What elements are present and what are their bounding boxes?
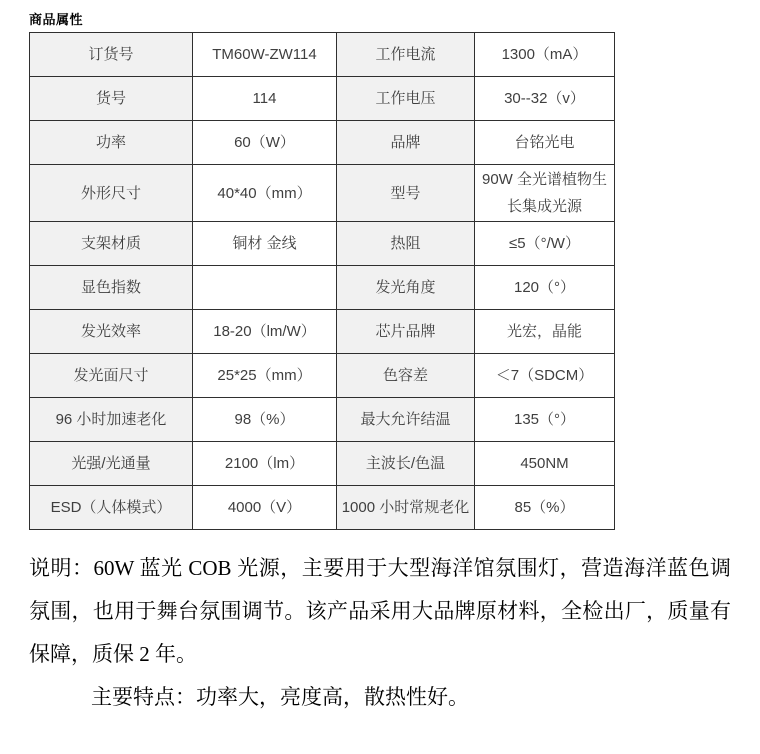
spec-label-cell: 品牌 bbox=[337, 121, 475, 165]
spec-label-cell: ESD（人体模式） bbox=[30, 486, 193, 530]
spec-table bbox=[29, 32, 615, 530]
section-title: 商品属性 bbox=[29, 12, 84, 27]
spec-label-cell: 功率 bbox=[30, 121, 193, 165]
spec-label-cell: 热阻 bbox=[337, 222, 475, 266]
spec-label-cell: 主波长/色温 bbox=[337, 442, 475, 486]
spec-value-cell: 台铭光电 bbox=[475, 121, 615, 165]
spec-label-cell: 96 小时加速老化 bbox=[30, 398, 193, 442]
spec-value-cell: 40*40（mm） bbox=[193, 165, 337, 222]
spec-value-cell: 60（W） bbox=[193, 121, 337, 165]
spec-value-cell: 98（%） bbox=[193, 398, 337, 442]
spec-value-cell: TM60W-ZW114 bbox=[193, 33, 337, 77]
spec-table-row bbox=[30, 442, 615, 486]
spec-value-cell: ＜7（SDCM） bbox=[475, 354, 615, 398]
spec-label-cell: 发光效率 bbox=[30, 310, 193, 354]
spec-value-cell: 4000（V） bbox=[193, 486, 337, 530]
spec-table-row bbox=[30, 77, 615, 121]
spec-label-cell: 最大允许结温 bbox=[337, 398, 475, 442]
spec-label-cell: 外形尺寸 bbox=[30, 165, 193, 222]
spec-value-cell: ≤5（°/W） bbox=[475, 222, 615, 266]
spec-value-cell: 2100（lm） bbox=[193, 442, 337, 486]
spec-label-cell: 工作电流 bbox=[337, 33, 475, 77]
spec-table-row bbox=[30, 486, 615, 530]
spec-value-cell: 90W 全光谱植物生长集成光源 bbox=[475, 165, 615, 222]
spec-value-cell: 18-20（lm/W） bbox=[193, 310, 337, 354]
spec-label-cell: 型号 bbox=[337, 165, 475, 222]
spec-label-cell: 订货号 bbox=[30, 33, 193, 77]
spec-value-cell: 114 bbox=[193, 77, 337, 121]
spec-value-cell: 铜材 金线 bbox=[193, 222, 337, 266]
spec-label-cell: 发光面尺寸 bbox=[30, 354, 193, 398]
spec-value-cell: 1300（mA） bbox=[475, 33, 615, 77]
spec-value-cell: 25*25（mm） bbox=[193, 354, 337, 398]
product-features: 主要特点：功率大，亮度高，散热性好。 bbox=[91, 685, 469, 709]
spec-label-cell: 显色指数 bbox=[30, 266, 193, 310]
spec-table-row bbox=[30, 310, 615, 354]
spec-table-row bbox=[30, 33, 615, 77]
spec-label-cell: 发光角度 bbox=[337, 266, 475, 310]
spec-label-cell: 货号 bbox=[30, 77, 193, 121]
spec-value-cell: 135（°） bbox=[475, 398, 615, 442]
spec-table-body bbox=[30, 33, 615, 530]
spec-value-cell: 85（%） bbox=[475, 486, 615, 530]
spec-label-cell: 光强/光通量 bbox=[30, 442, 193, 486]
spec-label-cell: 1000 小时常规老化 bbox=[337, 486, 475, 530]
spec-value-cell: 450NM bbox=[475, 442, 615, 486]
spec-table-row bbox=[30, 165, 615, 222]
spec-table-row bbox=[30, 354, 615, 398]
spec-table-row bbox=[30, 398, 615, 442]
spec-label-cell: 支架材质 bbox=[30, 222, 193, 266]
spec-value-cell: 30--32（v） bbox=[475, 77, 615, 121]
spec-label-cell: 工作电压 bbox=[337, 77, 475, 121]
spec-value-cell bbox=[193, 266, 337, 310]
spec-value-cell: 120（°） bbox=[475, 266, 615, 310]
spec-label-cell: 色容差 bbox=[337, 354, 475, 398]
spec-value-cell: 光宏，晶能 bbox=[475, 310, 615, 354]
spec-table-row bbox=[30, 222, 615, 266]
spec-table-row bbox=[30, 266, 615, 310]
product-description: 说明：60W 蓝光 COB 光源，主要用于大型海洋馆氛围灯，营造海洋蓝色调氛围，也用于舞台氛围调节。该产品采用大品牌原材料，全检出厂，质量有保障，质保 2 年。 bbox=[29, 556, 731, 666]
spec-label-cell: 芯片品牌 bbox=[337, 310, 475, 354]
spec-table-row bbox=[30, 121, 615, 165]
